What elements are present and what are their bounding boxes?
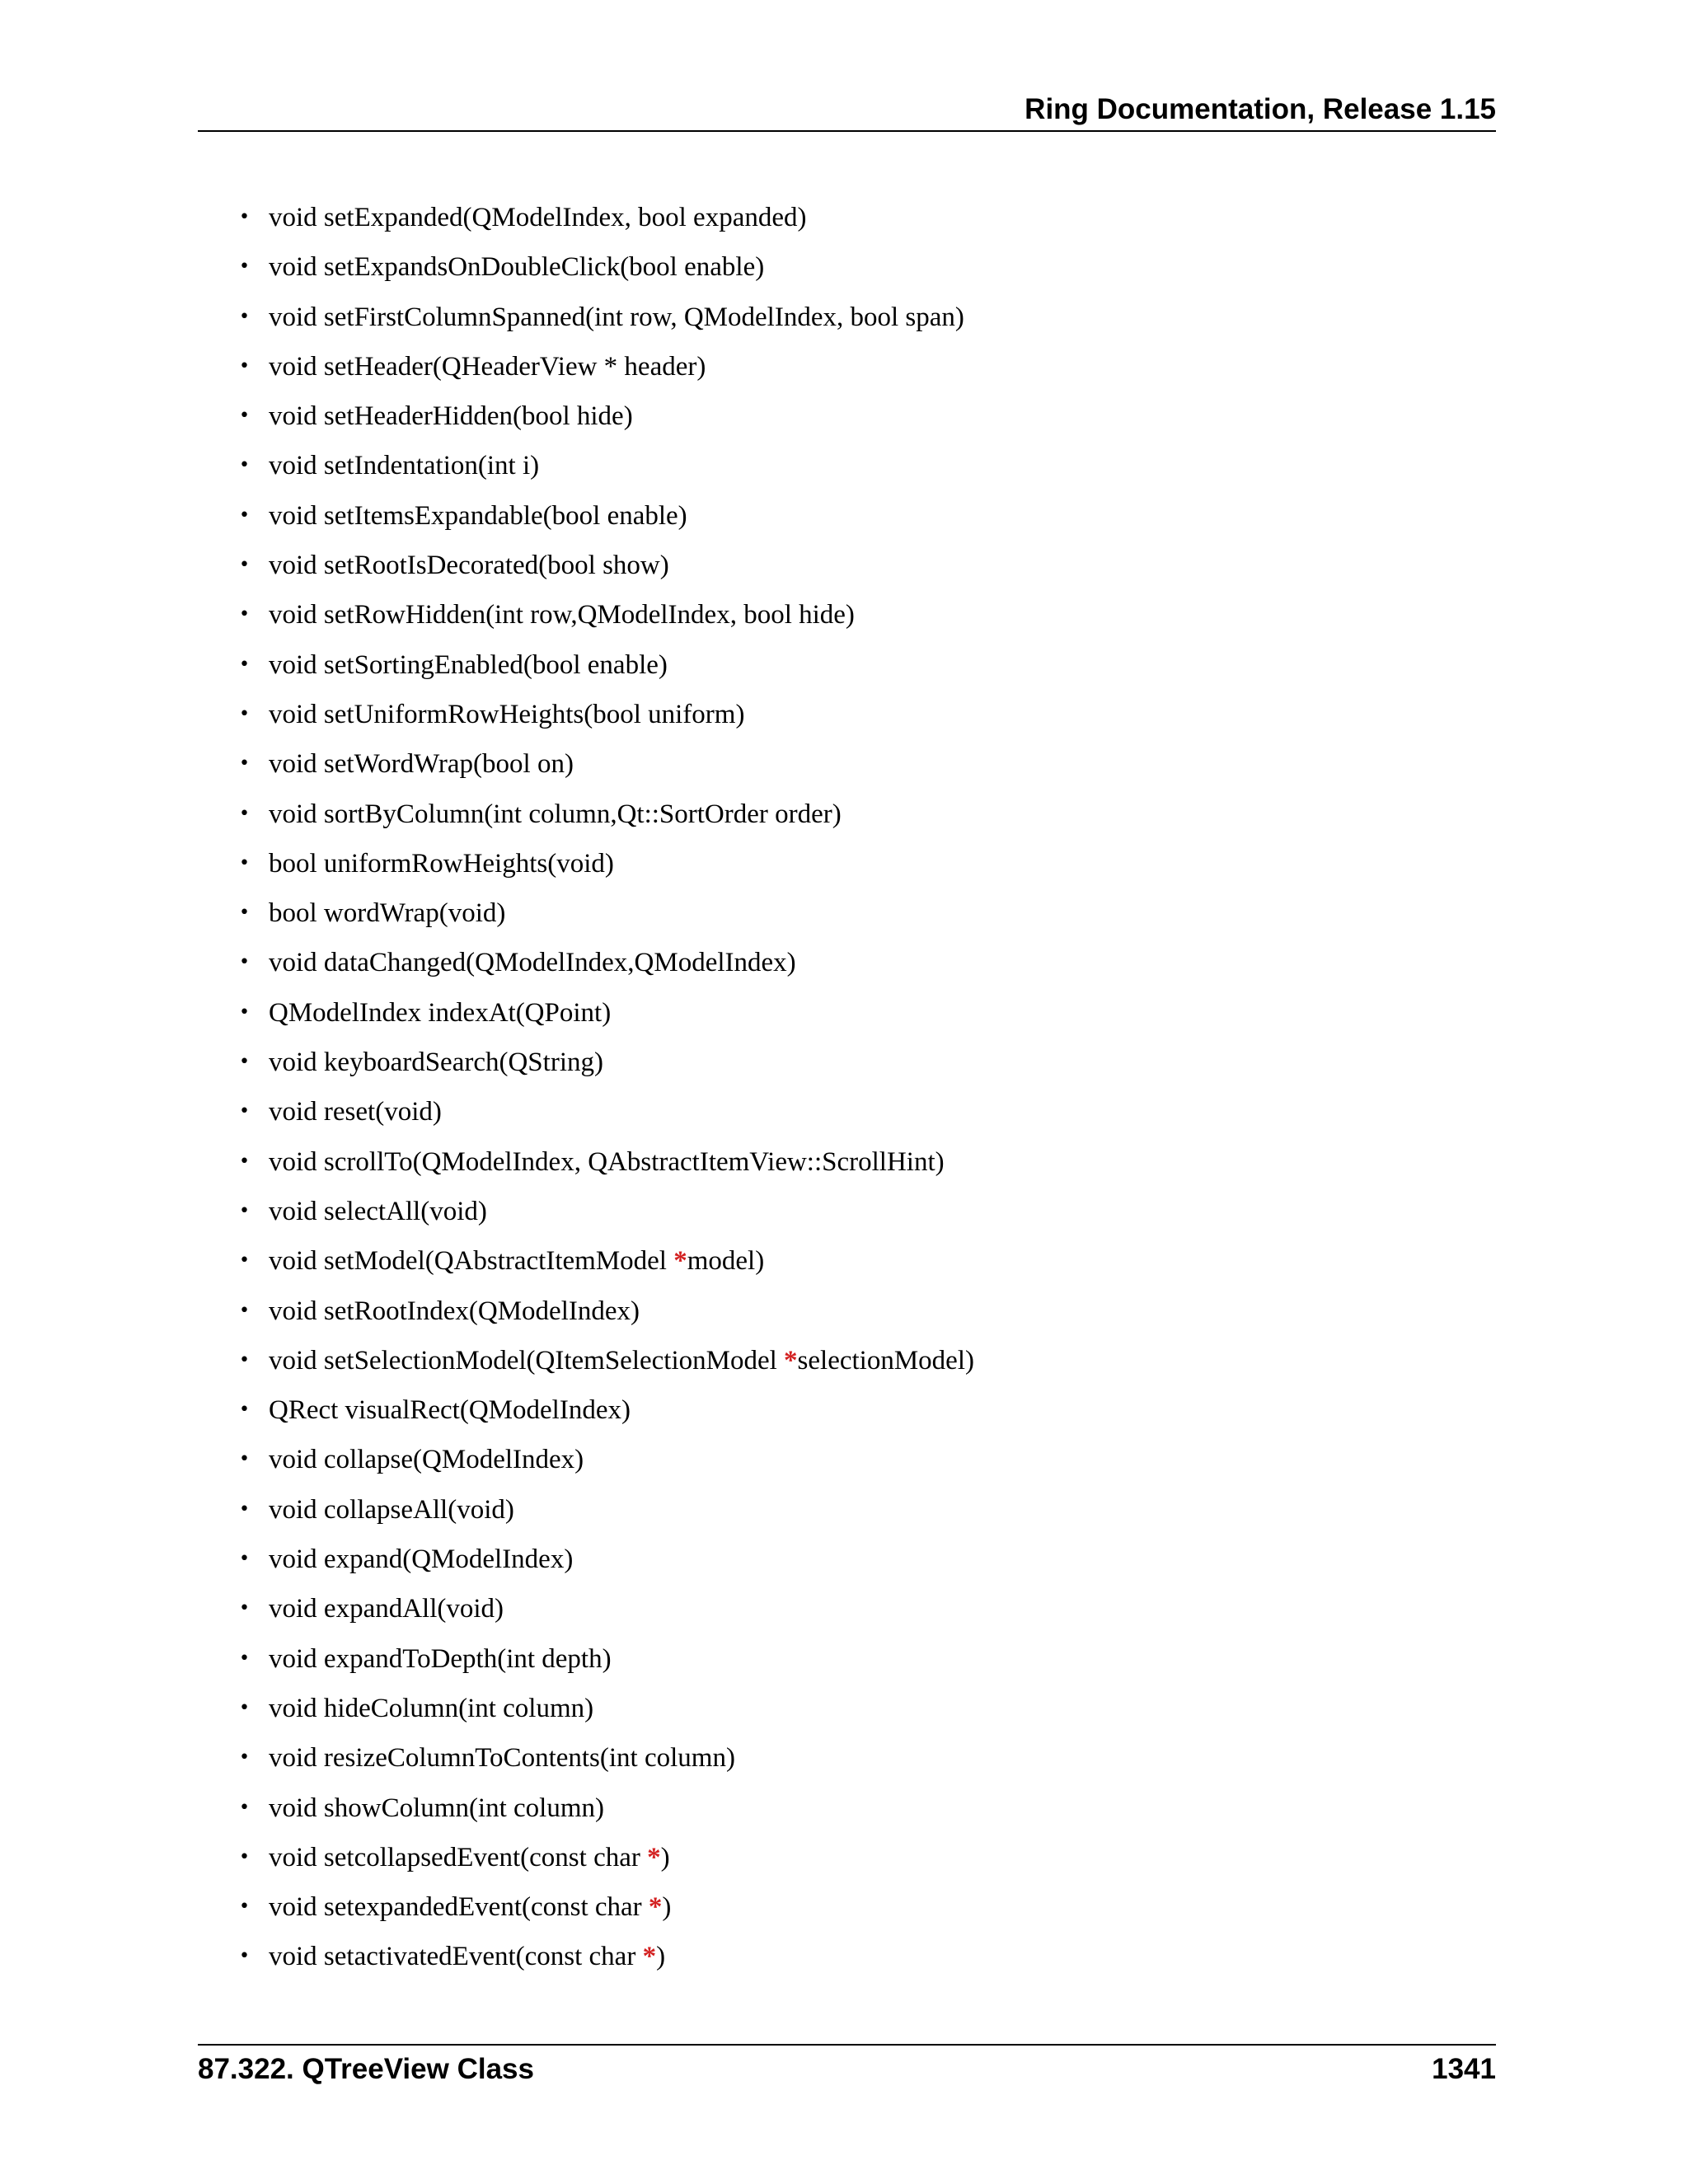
method-signature-text: void resizeColumnToContents(int column)	[269, 1743, 735, 1774]
method-signature-text: void setRowHidden(int row,QModelIndex, bool hide)	[269, 600, 855, 630]
bullet-icon: •	[239, 355, 250, 377]
method-signature-text: void expandAll(void)	[269, 1594, 504, 1624]
bullet-icon: •	[239, 504, 250, 526]
method-signature-text: void setExpanded(QModelIndex, bool expanded)	[269, 203, 807, 232]
bullet-icon: •	[239, 852, 250, 874]
bullet-icon: •	[239, 256, 250, 278]
method-item	[239, 399, 974, 448]
method-item	[239, 1145, 974, 1194]
bullet-icon: •	[239, 952, 250, 973]
bullet-icon: •	[239, 1250, 250, 1272]
bullet-icon: •	[239, 902, 250, 924]
bullet-icon: •	[239, 1697, 250, 1718]
method-signature-text: void setRootIndex(QModelIndex)	[269, 1296, 640, 1326]
method-signature-text: bool uniformRowHeights(void)	[269, 848, 614, 879]
method-signature-text: QModelIndex indexAt(QPoint)	[269, 997, 612, 1028]
method-item	[239, 1890, 974, 1939]
method-item	[239, 1294, 974, 1343]
bullet-icon: •	[239, 703, 250, 724]
method-signature-text: QRect visualRect(QModelIndex)	[269, 1395, 631, 1426]
method-item	[239, 945, 974, 995]
bullet-icon: •	[239, 1946, 250, 1967]
bullet-icon: •	[239, 555, 250, 576]
pointer-asterisk: *	[673, 1246, 687, 1277]
bullet-icon: •	[239, 1647, 250, 1669]
method-signature-text: bool wordWrap(void)	[269, 898, 506, 929]
bullet-icon: •	[239, 604, 250, 626]
bullet-icon: •	[239, 1101, 250, 1122]
method-item	[239, 300, 974, 349]
method-item	[239, 697, 974, 747]
bullet-icon: •	[239, 1549, 250, 1570]
footer-page-number: 1341	[1432, 2053, 1496, 2085]
method-signature-text: void setexpandedEvent(const char	[269, 1892, 649, 1923]
bullet-icon: •	[239, 1896, 250, 1918]
method-item	[239, 598, 974, 647]
method-signature-text: )	[660, 1842, 670, 1872]
method-signature-text: void setSelectionModel(QItemSelectionModel	[269, 1345, 785, 1376]
method-signature-text: void setHeader(QHeaderView * header)	[269, 351, 706, 382]
method-item	[239, 548, 974, 598]
method-signature-text: void collapse(QModelIndex)	[269, 1445, 584, 1475]
method-item	[239, 1840, 974, 1890]
method-item	[239, 1343, 974, 1393]
method-signature-text: void setUniformRowHeights(bool uniform)	[269, 699, 745, 729]
method-signature-text: void dataChanged(QModelIndex,QModelIndex)	[269, 948, 796, 978]
footer-section-title: 87.322. QTreeView Class	[198, 2053, 534, 2085]
method-signature-text: void scrollTo(QModelIndex, QAbstractItemView::ScrollHint)	[269, 1146, 945, 1177]
method-signature-text: void setSortingEnabled(bool enable)	[269, 649, 668, 680]
method-signature-text: void setExpandsOnDoubleClick(bool enable)	[269, 252, 765, 283]
method-item	[239, 1691, 974, 1741]
method-item	[239, 1045, 974, 1094]
method-item	[239, 996, 974, 1045]
method-item	[239, 1791, 974, 1840]
method-signature-text: void expand(QModelIndex)	[269, 1544, 574, 1575]
method-signature-text: void setHeaderHidden(bool hide)	[269, 401, 633, 432]
method-signature-text: void expandToDepth(int depth)	[269, 1643, 612, 1674]
method-signature-text: void setModel(QAbstractItemModel	[269, 1246, 674, 1277]
bullet-icon: •	[239, 753, 250, 775]
bullet-icon: •	[239, 1151, 250, 1172]
method-item	[239, 448, 974, 498]
bullet-icon: •	[239, 1846, 250, 1868]
bullet-icon: •	[239, 1747, 250, 1769]
bullet-icon: •	[239, 207, 250, 227]
bullet-icon: •	[239, 455, 250, 476]
method-item	[239, 1642, 974, 1691]
method-signature-text: void keyboardSearch(QString)	[269, 1047, 603, 1078]
method-item	[239, 1493, 974, 1542]
bullet-icon: •	[239, 1052, 250, 1073]
pointer-asterisk: *	[648, 1892, 663, 1923]
method-signature-text: void setFirstColumnSpanned(int row, QModelIndex, bool span)	[269, 302, 964, 332]
header-divider	[198, 130, 1496, 132]
bullet-icon: •	[239, 1349, 250, 1371]
method-list	[239, 200, 974, 1990]
method-signature-text: void collapseAll(void)	[269, 1494, 514, 1525]
bullet-icon: •	[239, 1399, 250, 1421]
bullet-icon: •	[239, 1598, 250, 1619]
page-header-title: Ring Documentation, Release 1.15	[1025, 93, 1496, 125]
bullet-icon: •	[239, 803, 250, 824]
method-item	[239, 846, 974, 896]
method-signature-text: selectionModel)	[797, 1345, 974, 1376]
method-item	[239, 648, 974, 697]
method-signature-text: void hideColumn(int column)	[269, 1693, 594, 1723]
method-signature-text: void setRootIsDecorated(bool show)	[269, 551, 669, 581]
method-signature-text: void selectAll(void)	[269, 1196, 487, 1226]
bullet-icon: •	[239, 1200, 250, 1221]
method-signature-text: void showColumn(int column)	[269, 1793, 604, 1823]
bullet-icon: •	[239, 1797, 250, 1818]
pointer-asterisk: *	[784, 1345, 798, 1376]
bullet-icon: •	[239, 405, 250, 427]
pointer-asterisk: *	[642, 1942, 657, 1972]
bullet-icon: •	[239, 1001, 250, 1023]
bullet-icon: •	[239, 1498, 250, 1520]
method-signature-text: void setItemsExpandable(bool enable)	[269, 500, 687, 531]
method-item	[239, 1393, 974, 1442]
method-item	[239, 1194, 974, 1244]
method-item	[239, 1741, 974, 1790]
method-item	[239, 1442, 974, 1492]
bullet-icon: •	[239, 654, 250, 675]
bullet-icon: •	[239, 1449, 250, 1470]
method-signature-text: void reset(void)	[269, 1097, 442, 1127]
method-signature-text: void setcollapsedEvent(const char	[269, 1842, 648, 1872]
method-item	[239, 797, 974, 846]
method-signature-text: void sortByColumn(int column,Qt::SortOrder order)	[269, 799, 842, 829]
method-signature-text: void setWordWrap(bool on)	[269, 749, 574, 780]
method-signature-text: void setIndentation(int i)	[269, 451, 540, 481]
pointer-asterisk: *	[647, 1842, 661, 1872]
method-item	[239, 1094, 974, 1144]
method-item	[239, 250, 974, 299]
method-item	[239, 200, 974, 250]
method-item	[239, 1542, 974, 1591]
bullet-icon: •	[239, 1300, 250, 1321]
method-signature-text: )	[656, 1942, 666, 1972]
method-item	[239, 747, 974, 796]
method-signature-text: )	[662, 1892, 672, 1923]
method-item	[239, 896, 974, 945]
footer-divider	[198, 2044, 1496, 2046]
method-item	[239, 1244, 974, 1293]
method-item	[239, 349, 974, 399]
method-item	[239, 499, 974, 548]
bullet-icon: •	[239, 306, 250, 327]
method-signature-text: model)	[687, 1246, 765, 1277]
method-item	[239, 1591, 974, 1641]
method-item	[239, 1939, 974, 1989]
method-signature-text: void setactivatedEvent(const char	[269, 1942, 643, 1972]
